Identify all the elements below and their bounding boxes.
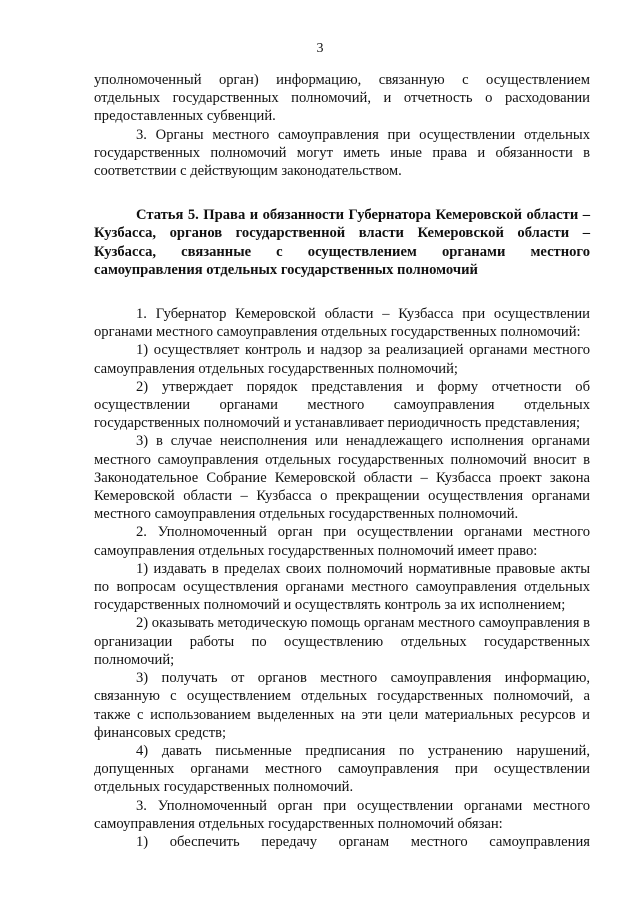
paragraph-part-3: 3. Уполномоченный орган при осуществлении органами местного самоуправления отдельных государственных полномочий обязан:: [94, 797, 590, 832]
paragraph-part-2-item-2: 2) оказывать методическую помощь органам местного самоуправления в организации работы по осуществлению отдельных государственных полномочий;: [94, 615, 590, 668]
paragraph-part-1-item-2: 2) утверждает порядок представления и форму отчетности об осуществлении органами местного самоуправления отдельных государственных полномочий и устанавливает периодичность представления;: [94, 378, 590, 432]
article-heading: Статья 5. Права и обязанности Губернатора Кемеровской области – Кузбасса, органов государственной власти Кемеровской области – Кузбасса, связанные с осуществлением органами местного самоуправления отдельных государственных полномочий: [94, 207, 590, 278]
paragraph-continuation: уполномоченный орган) информацию, связанную с осуществлением отдельных государственных полномочий, и отчетность о расходовании предоставленных субвенций.: [94, 72, 590, 125]
paragraph-part-1: 1. Губернатор Кемеровской области – Кузбасса при осуществлении органами местного самоуправления отдельных государственных полномочий:: [94, 306, 590, 341]
paragraph-part-2-item-3: 3) получать от органов местного самоуправления информацию, связанную с осуществлением отдельных государственных полномочий, а также с использованием выделенных на эти цели материальных ресурсов и финансовых средств;: [94, 670, 590, 741]
paragraph-part-2-item-4: 4) давать письменные предписания по устранению нарушений, допущенных органами местного самоуправления при осуществлении отдельных государственных полномочий.: [94, 742, 590, 796]
page-number: 3: [316, 41, 324, 56]
paragraph-part-2: 2. Уполномоченный орган при осуществлении органами местного самоуправления отдельных государственных полномочий имеет право:: [94, 524, 590, 559]
paragraph-part-2-item-1: 1) издавать в пределах своих полномочий нормативные правовые акты по вопросам осуществления органами местного самоуправления отдельных государственных полномочий и осуществлять контроль за их исполнением;: [94, 560, 590, 614]
paragraph-part-3-item-1: 1) обеспечить передачу органам местного самоуправления: [136, 833, 590, 850]
paragraph-item-3: 3. Органы местного самоуправления при осуществлении отдельных государственных полномочий могут иметь иные права и обязанности в соответствии с действующим законодательством.: [94, 126, 590, 180]
document-body: [94, 71, 590, 851]
paragraph-part-1-item-1: 1) осуществляет контроль и надзор за реализацией органами местного самоуправления отдельных государственных полномочий;: [94, 342, 590, 377]
paragraph-part-1-item-3: 3) в случае неисполнения или ненадлежащего исполнения органами местного самоуправления отдельных государственных полномочий вносит в Законодательное Собрание Кемеровской области – Кузбасса проект закона Кемеровской области – Кузбасса о прекращении осуществления органами местного самоуправления отдельных государственных полномочий.: [94, 433, 590, 523]
